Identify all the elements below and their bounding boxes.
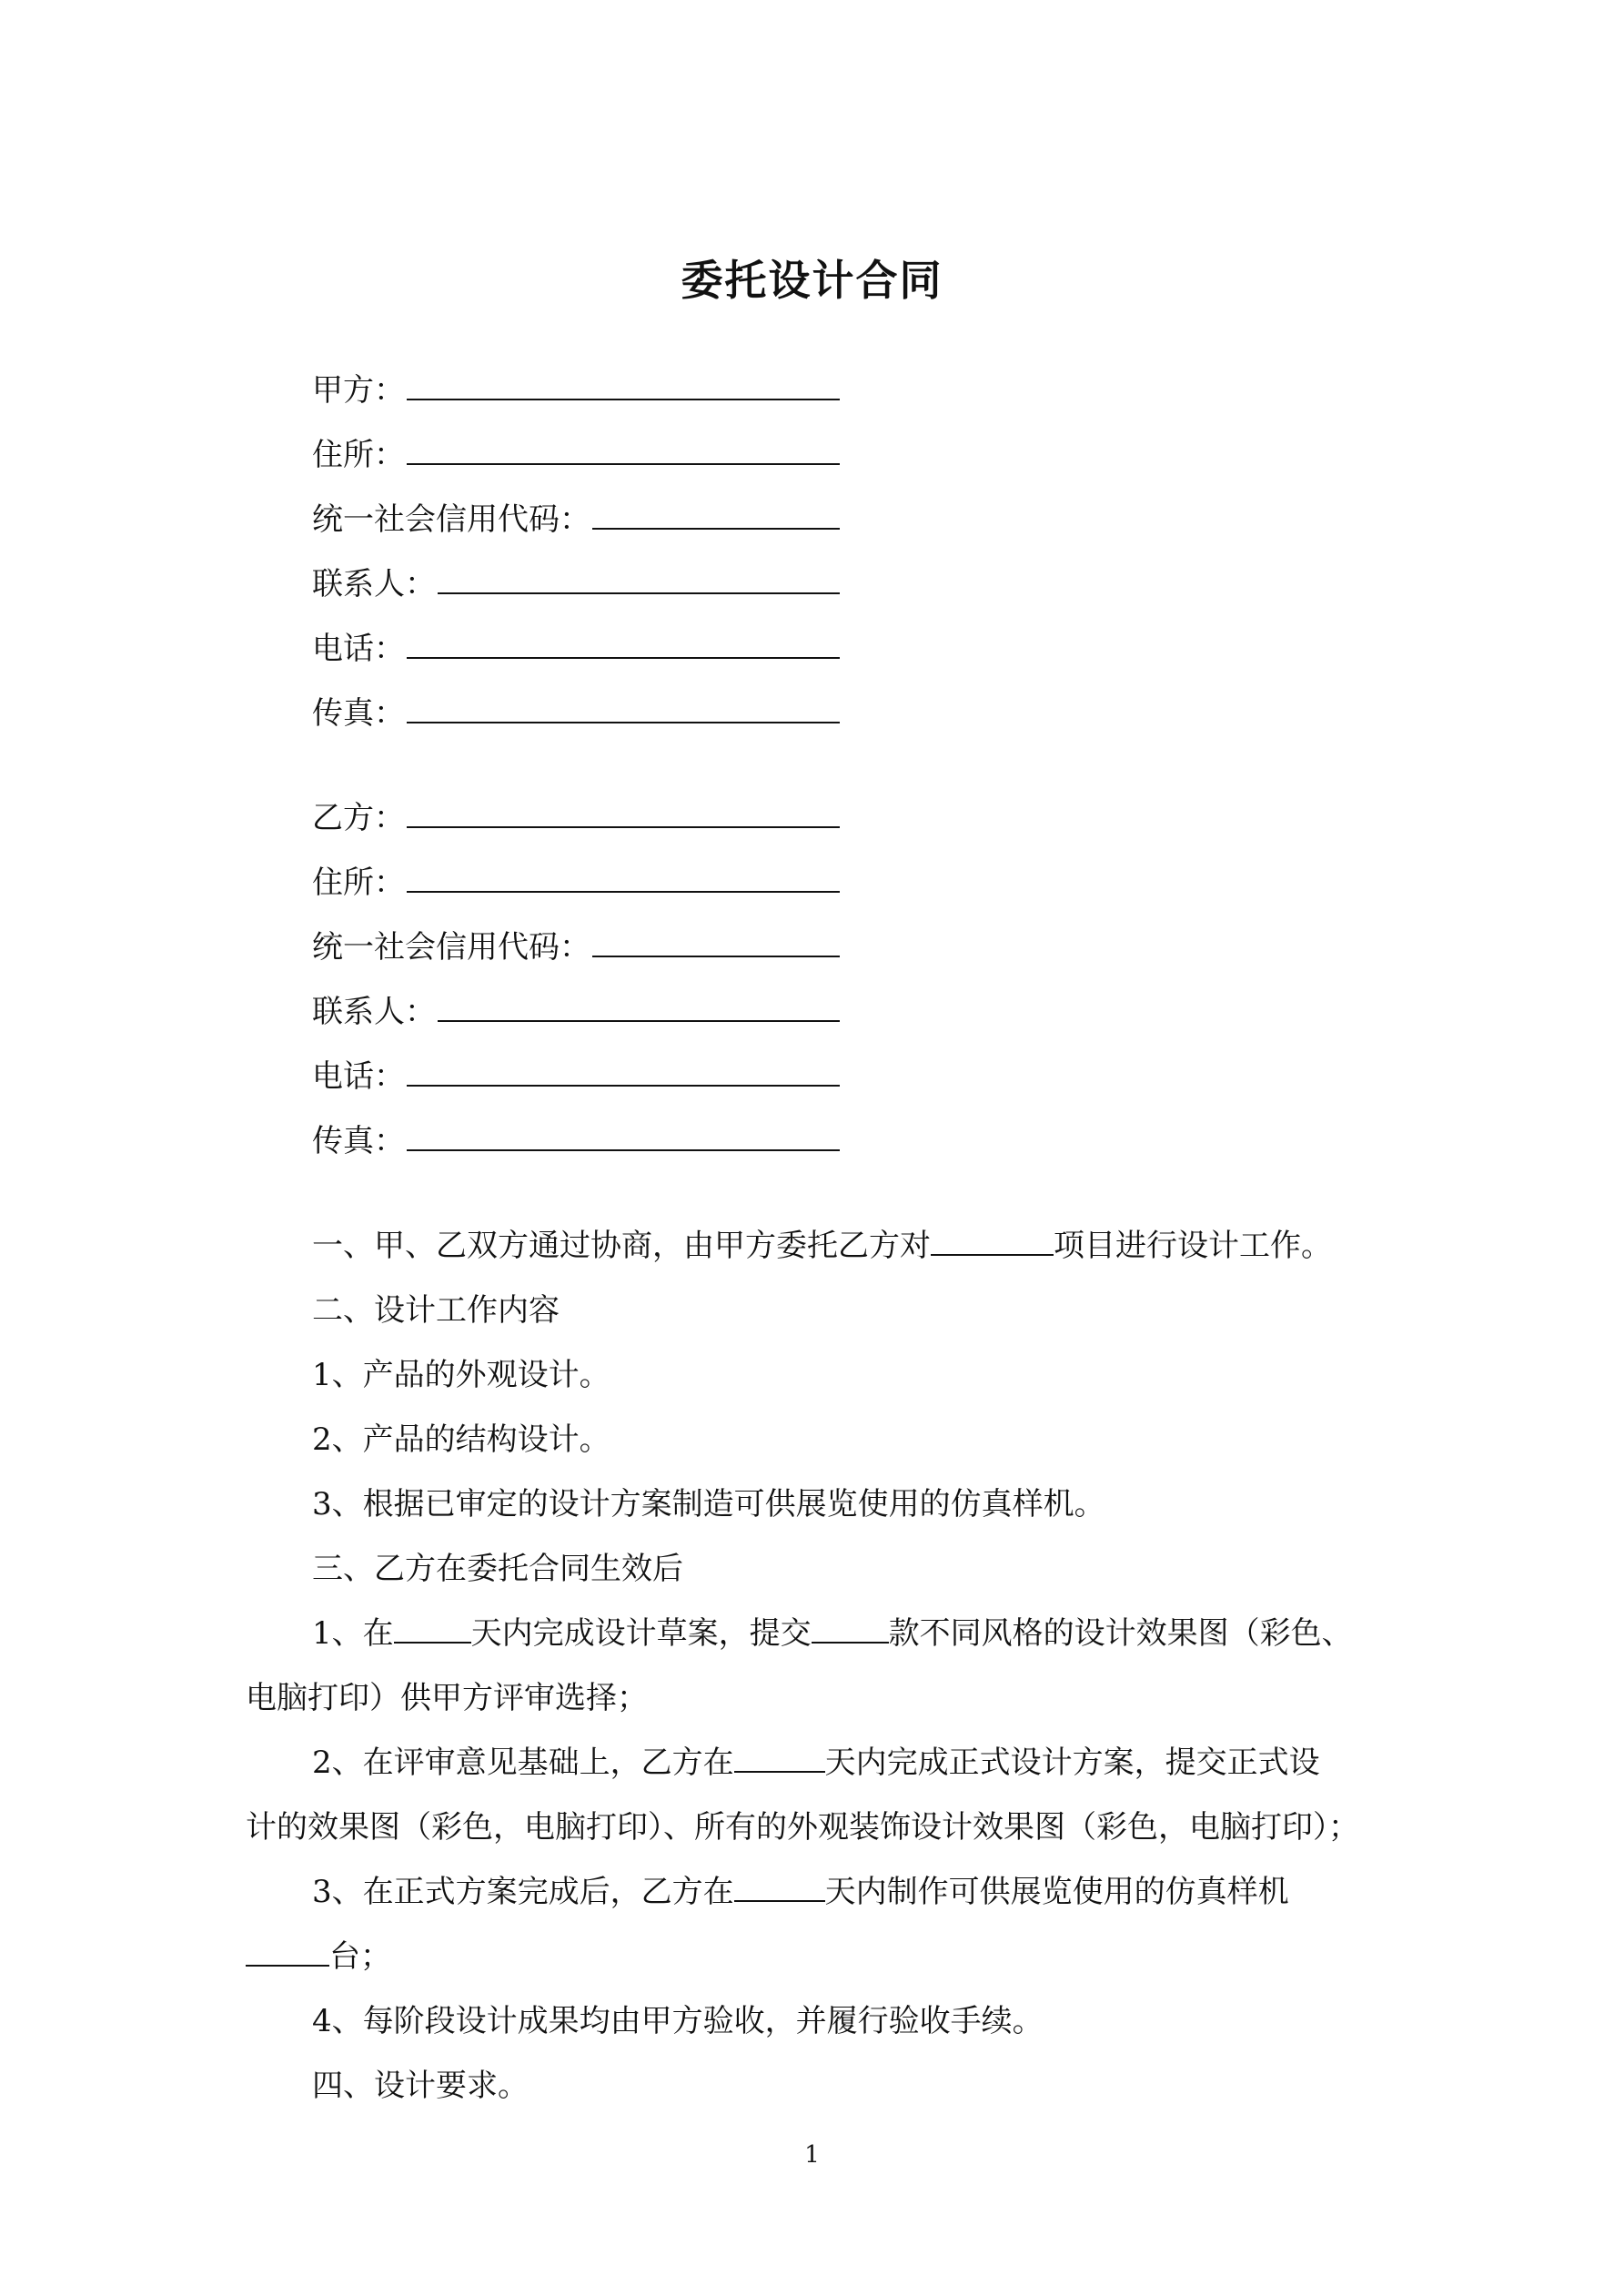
party-a-name-label: 甲方： [312, 372, 405, 409]
clause-3-item-3-text-a: 3、在正式方案完成后，乙方在 [312, 1874, 734, 1910]
party-b-address-blank[interactable] [407, 864, 840, 893]
clause-2-item-1: 1、产品的外观设计。 [312, 1357, 610, 1393]
party-b-contact-label: 联系人： [312, 994, 436, 1030]
clause-3-item-3-text-b: 天内制作可供展览使用的仿真样机 [824, 1874, 1289, 1910]
party-b-credit-code-blank[interactable] [592, 928, 840, 957]
party-a-phone-label: 电话： [312, 631, 405, 667]
party-b-credit-code-label: 统一社会信用代码： [312, 929, 590, 966]
party-b-phone-label: 电话： [312, 1058, 405, 1095]
draft-days-blank[interactable] [394, 1614, 471, 1644]
party-a-address-field [312, 435, 840, 475]
party-a-phone-field [312, 629, 840, 669]
party-b-address-field [312, 863, 840, 903]
formal-plan-days-blank[interactable] [734, 1744, 825, 1773]
clause-3-item-3-text-c: 台； [329, 1938, 391, 1975]
clause-1-text-after: 项目进行设计工作。 [1054, 1228, 1332, 1264]
clause-1 [312, 1226, 1332, 1266]
document-title: 委托设计合同 [681, 256, 943, 305]
clause-3-item-1-line-1 [312, 1613, 1353, 1654]
clause-3-item-3-line-2 [246, 1937, 391, 1977]
party-a-address-blank[interactable] [407, 436, 840, 465]
clause-3-item-2-text-a: 2、在评审意见基础上，乙方在 [312, 1745, 734, 1781]
party-b-name-label: 乙方： [312, 800, 405, 836]
party-a-fax-label: 传真： [312, 695, 405, 732]
party-b-fax-field [312, 1121, 840, 1161]
party-a-contact-field [312, 564, 840, 604]
clause-3-item-2-text-b: 天内完成正式设计方案，提交正式设 [824, 1745, 1320, 1781]
party-b-name-blank[interactable] [407, 799, 840, 828]
clause-3-item-1-text-a: 1、在 [312, 1615, 394, 1652]
clause-3-item-1-line-2: 电脑打印）供甲方评审选择； [246, 1680, 648, 1716]
clause-3-item-2-line-1 [312, 1743, 1320, 1783]
party-a-credit-code-blank[interactable] [592, 501, 840, 530]
project-name-blank[interactable] [931, 1227, 1054, 1256]
clause-2-item-2: 2、产品的结构设计。 [312, 1421, 610, 1458]
party-a-fax-blank[interactable] [407, 694, 840, 723]
party-a-address-label: 住所： [312, 437, 405, 473]
party-a-name-blank[interactable] [407, 371, 840, 400]
party-a-credit-code-label: 统一社会信用代码： [312, 501, 590, 538]
clause-1-text-before: 一、甲、乙双方通过协商，由甲方委托乙方对 [312, 1228, 931, 1264]
clause-2-heading: 二、设计工作内容 [312, 1292, 560, 1329]
party-b-contact-field [312, 992, 840, 1032]
party-b-fax-label: 传真： [312, 1123, 405, 1159]
draft-styles-count-blank[interactable] [812, 1614, 889, 1644]
party-a-contact-blank[interactable] [438, 565, 840, 594]
clause-3-item-1-text-c: 款不同风格的设计效果图（彩色、 [888, 1615, 1353, 1652]
prototype-days-blank[interactable] [734, 1873, 825, 1902]
party-a-phone-blank[interactable] [407, 630, 840, 659]
party-a-credit-code-field [312, 500, 840, 540]
party-b-contact-blank[interactable] [438, 993, 840, 1022]
party-b-phone-blank[interactable] [407, 1057, 840, 1087]
party-b-name-field [312, 798, 840, 838]
page-number: 1 [804, 2141, 820, 2169]
clause-2-item-3: 3、根据已审定的设计方案制造可供展览使用的仿真样机。 [312, 1486, 1105, 1522]
party-b-credit-code-field [312, 927, 840, 967]
party-a-fax-field [312, 693, 840, 733]
party-b-fax-blank[interactable] [407, 1122, 840, 1151]
party-a-contact-label: 联系人： [312, 566, 436, 602]
clause-3-heading: 三、乙方在委托合同生效后 [312, 1551, 683, 1587]
party-b-phone-field [312, 1057, 840, 1097]
clause-3-item-2-line-2: 计的效果图（彩色，电脑打印）、所有的外观装饰设计效果图（彩色，电脑打印）； [246, 1809, 1359, 1846]
clause-3-item-4: 4、每阶段设计成果均由甲方验收，并履行验收手续。 [312, 2003, 1044, 2039]
clause-4-heading: 四、设计要求。 [312, 2068, 529, 2104]
party-a-name-field [312, 370, 840, 410]
clause-3-item-3-line-1 [312, 1872, 1289, 1912]
clause-3-item-1-text-b: 天内完成设计草案，提交 [470, 1615, 812, 1652]
party-b-address-label: 住所： [312, 865, 405, 901]
prototype-count-blank[interactable] [246, 1937, 329, 1967]
